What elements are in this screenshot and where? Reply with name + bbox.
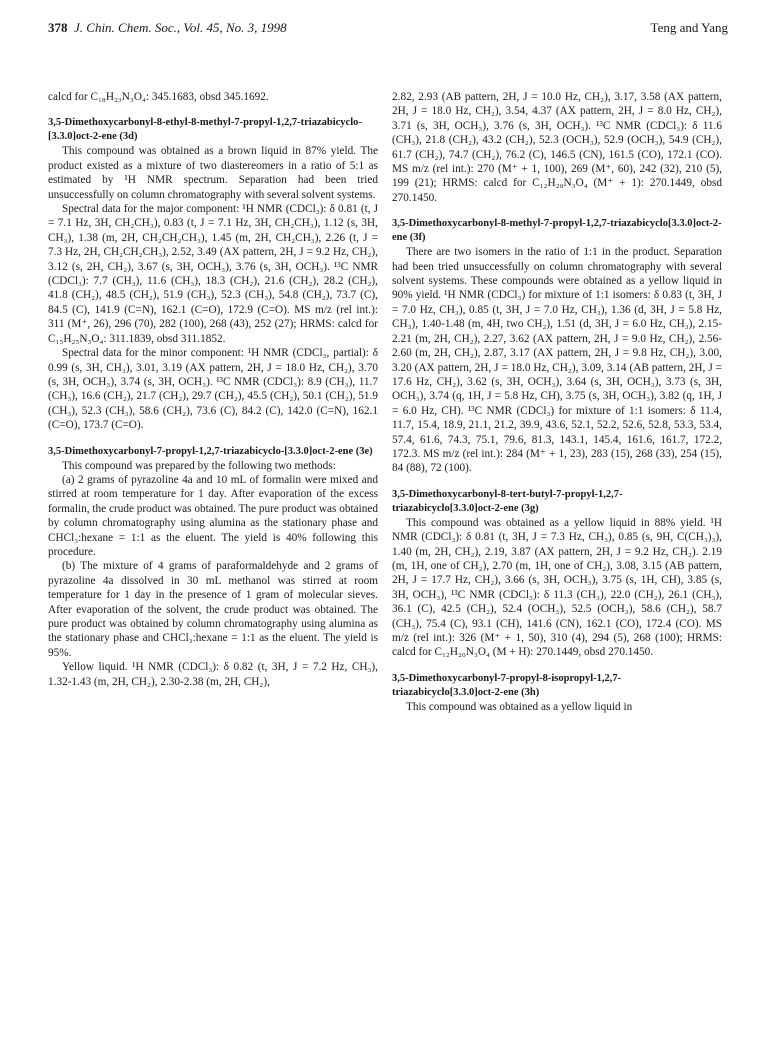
compound-heading: 3,5-Dimethoxycarbonyl-7-propyl-8-isopropyl-1,2,7-triazabicyclo[3.3.0]oct-2-ene (3h): [392, 672, 622, 698]
paragraph: Yellow liquid. ¹H NMR (CDCl₃): δ 0.82 (t, 3H, J = 7.2 Hz, CH₃), 1.32-1.43 (m, 2H, CH₂), 2.30-2.38 (m, 2H, CH₂),: [48, 661, 378, 688]
compound-heading: 3,5-Dimethoxycarbonyl-8-ethyl-8-methyl-7-propyl-1,2,7-triazabicyclo-[3.3.0]oct-2-ene (3d): [48, 117, 362, 143]
paragraph: This compound was obtained as a yellow liquid in: [406, 700, 633, 713]
running-header: [48, 20, 728, 40]
paragraph: Spectral data for the minor component: ¹H NMR (CDCl₃, partial): δ 0.99 (s, 3H, CH₃), 3.01, 3.19 (AX pattern, 2H, J = 18.0 Hz, CH₂), 3.70 (s, 3H, OCH₃), 3.74 (s, 3H, OCH₃). ¹³C NMR (CDCl₃): 8.9 (CH₃), 11.7 (CH₃), 16.6 (CH₂), 21.7 (CH₂), 29.7 (CH₂), 45.5 (CH₂), 50.1 (CH₂), 51.9 (CH₃), 52.3 (CH₃), 58.6 (CH₂), 73.6 (C), 84.2 (C), 142.0 (C=N), 162.1 (C=O), 173.7 (C=O).: [48, 347, 378, 432]
paragraph: This compound was obtained as a brown liquid in 87% yield. The product existed as a mixture of two diastereomers in a ratio of 5:1 as estimated by ¹H NMR spectrum. Separation had been tried unsuccessfully on column chromatography with several solvent systems.: [48, 145, 378, 201]
running-authors: Teng and Yang: [650, 20, 728, 35]
paragraph: (b) The mixture of 4 grams of paraformaldehyde and 2 grams of pyrazoline 4a dissolved in 30 mL methanol was stirred at room temperature for 1 day in the presence of 1 gram of molecular sieves. After evaporation of the solvent, the crude product was obtained. The pure product was obtained by column chromatography using alumina as the stationary phase and CHCl₃:hexane = 1:1 as the eluent. The yield is 95%.: [48, 560, 378, 659]
paragraph: calcd for C₁₈H₂₃N₃O₄: 345.1683, obsd 345.1692.: [48, 91, 269, 103]
compound-heading: 3,5-Dimethoxycarbonyl-7-propyl-1,2,7-triazabicyclo-[3.3.0]oct-2-ene (3e): [48, 445, 373, 457]
page-number: 378: [48, 20, 68, 35]
paragraph: Spectral data for the major component: ¹H NMR (CDCl₃): δ 0.81 (t, J = 7.1 Hz, 3H, CH₂CH₃), 0.83 (t, J = 7.1 Hz, 3H, CH₂CH₃), 1.12 (s, 3H, CH₃), 1.38 (m, 2H, CH₂CH₂CH₃), 1.45 (m, 2H, CH₂CH₃), 2.26 (t, J = 7.3 Hz, 2H, CH₂CH₂CH₃), 2.52, 3.49 (AX pattern, 2H, J = 9.2 Hz, CH₂), 3.12 (s, 2H, CH₂), 3.67 (s, 3H, OCH₃), 3.76 (s, 3H, OCH₃). ¹³C NMR (CDCl₃): 7.7 (CH₃), 11.6 (CH₃), 18.3 (CH₂), 21.6 (CH₂), 28.2 (CH₂), 41.8 (CH₂), 48.5 (CH₂), 51.9 (CH₃), 52.3 (CH₃), 54.8 (CH₂), 73.7 (C), 84.5 (C), 141.9 (C=N), 162.1 (C=O), 172.9 (C=O). MS m/z (rel int.): 311 (M⁺, 26), 296 (70), 282 (100), 268 (43), 252 (27); HRMS: calcd for C₁₅H₂₅N₃O₄: 311.1839, obsd 311.1852.: [48, 203, 378, 345]
paragraph: This compound was prepared by the following two methods:: [62, 459, 336, 472]
paragraph: This compound was obtained as a yellow liquid in 88% yield. ¹H NMR (CDCl₃): δ 0.81 (t, 3H, J = 7.3 Hz, CH₃), 0.85 (s, 9H, C(CH₃)₃), 1.40 (m, 2H, CH₂), 2.19, 3.87 (AX pattern, 2H, J = 9.2 Hz, CH₂). 2.19 (m, 1H, one of CH₂), 2.70 (m, 1H, one of CH₂), 3.08, 3.15 (AB pattern, 2H, J = 17.7 Hz, CH₂), 3.66 (s, 3H, OCH₃), 3.75 (s, 1H, CH), 3.85 (s, 3H, OCH₃), ¹³C NMR (CDCl₃): δ 11.3 (CH₃), 22.0 (CH₂), 26.1 (CH₃), 36.1 (C), 42.5 (CH₂), 52.4 (OCH₃), 52.5 (OCH₃), 58.6 (CH₂), 58.7 (CH₃), 75.4 (C), 93.1 (CH), 141.6 (CN), 162.1 (CO), 172.4 (CO). MS m/z (rel int.): 326 (M⁺ + 1, 50), 310 (4), 294 (5), 268 (100); HRMS: calcd for C₁₂H₂₀N₃O₄ (M + H): 270.1449, obsd 270.1450.: [392, 516, 722, 659]
right-column: [392, 90, 722, 714]
paragraph: (a) 2 grams of pyrazoline 4a and 10 mL of formalin were mixed and stirred at room temperature for 1 day. After evaporation of the excess formalin, the crude product was obtained. The pure product was obtained by column chromatography using alumina as the stationary phase and CHCl₃:hexane = 1:1 as the eluent. The yield is 40% following this procedure.: [48, 473, 378, 558]
compound-heading: 3,5-Dimethoxycarbonyl-8-methyl-7-propyl-1,2,7-triazabicyclo[3.3.0]oct-2-ene (3f): [392, 218, 722, 244]
paragraph: There are two isomers in the ratio of 1:1 in the product. Separation had been tried unsuccessfully on column chromatography with several solvent systems. These compounds were obtained as a yellow liquid in 90% yield. ¹H NMR (CDCl₃) for mixture of 1:1 isomers: δ 0.83 (t, 3H, J = 7.0 Hz, CH₃), 0.85 (t, 3H, J = 7.0 Hz, CH₃), 1.36 (d, 3H, J = 5.8 Hz, CH₃), 1.40-1.48 (m, 4H, two CH₂), 1.51 (d, 3H, J = 6.0 Hz, CH₃), 2.15-2.21 (m, 2H, CH₂), 2.27, 3.62 (AX pattern, 2H, J = 9.0 Hz, CH₂), 2.56-2.60 (m, 2H, CH₂), 2.87, 3.17 (AX pattern, 2H, J = 9.8 Hz, CH₂), 3.00, 3.20 (AX pattern, 2H, J = 18.0 Hz, CH₂), 3.09, 3.14 (AB pattern, 2H, J = 17.6 Hz, CH₂), 3.62 (s, 3H, OCH₃), 3.64 (s, 3H, OCH₃), 3.73 (s, 3H, OCH₃), 3.74 (q, 1H, J = 5.8 Hz, CH), 3.75 (s, 3H, OCH₃), 3.82 (q, 1H, J = 6.0 Hz, CH). ¹³C NMR (CDCl₃) for mixture of 1:1 isomers: δ 11.4, 11.7, 15.4, 18.9, 21.1, 21.2, 39.9, 43.6, 52.1, 52.2, 52.6, 52.8, 53.3, 53.4, 57.4, 61.6, 74.3, 75.1, 79.6, 81.3, 143.1, 145.4, 161.6, 161.7, 172.2, 172.3. MS m/z (rel int.): 284 (M⁺ + 1, 23), 283 (15), 268 (33), 254 (15), 84 (88), 72 (100).: [392, 246, 722, 475]
compound-heading: 3,5-Dimethoxycarbonyl-8-tert-butyl-7-propyl-1,2,7-triazabicyclo[3.3.0]oct-2-ene (3g): [392, 488, 623, 514]
journal-citation: J. Chin. Chem. Soc., Vol. 45, No. 3, 1998: [74, 20, 287, 35]
paragraph: 2.82, 2.93 (AB pattern, 2H, J = 10.0 Hz, CH₂), 3.17, 3.58 (AX pattern, 2H, J = 18.0 Hz, CH₂), 3.54, 4.37 (AX pattern, 2H, J = 8.0 Hz, CH₂), 3.71 (s, 3H, OCH₃), 3.76 (s, 3H, OCH₃). ¹³C NMR (CDCl₃): δ 11.6 (CH₃), 21.8 (CH₂), 43.2 (CH₂), 52.3 (OCH₃), 52.9 (OCH₃), 54.9 (CH₂), 61.7 (CH₂), 74.7 (CH₂), 76.2 (C), 146.5 (CN), 161.5 (CO), 172.1 (CO). MS m/z (rel int.): 270 (M⁺ + 1, 100), 269 (M⁺, 60), 242 (32), 210 (5), 199 (21); HRMS: calcd for C₁₂H₂₀N₃O₄ (M⁺ + 1): 270.1449, obsd 270.1450.: [392, 91, 722, 204]
left-column: [48, 90, 378, 689]
